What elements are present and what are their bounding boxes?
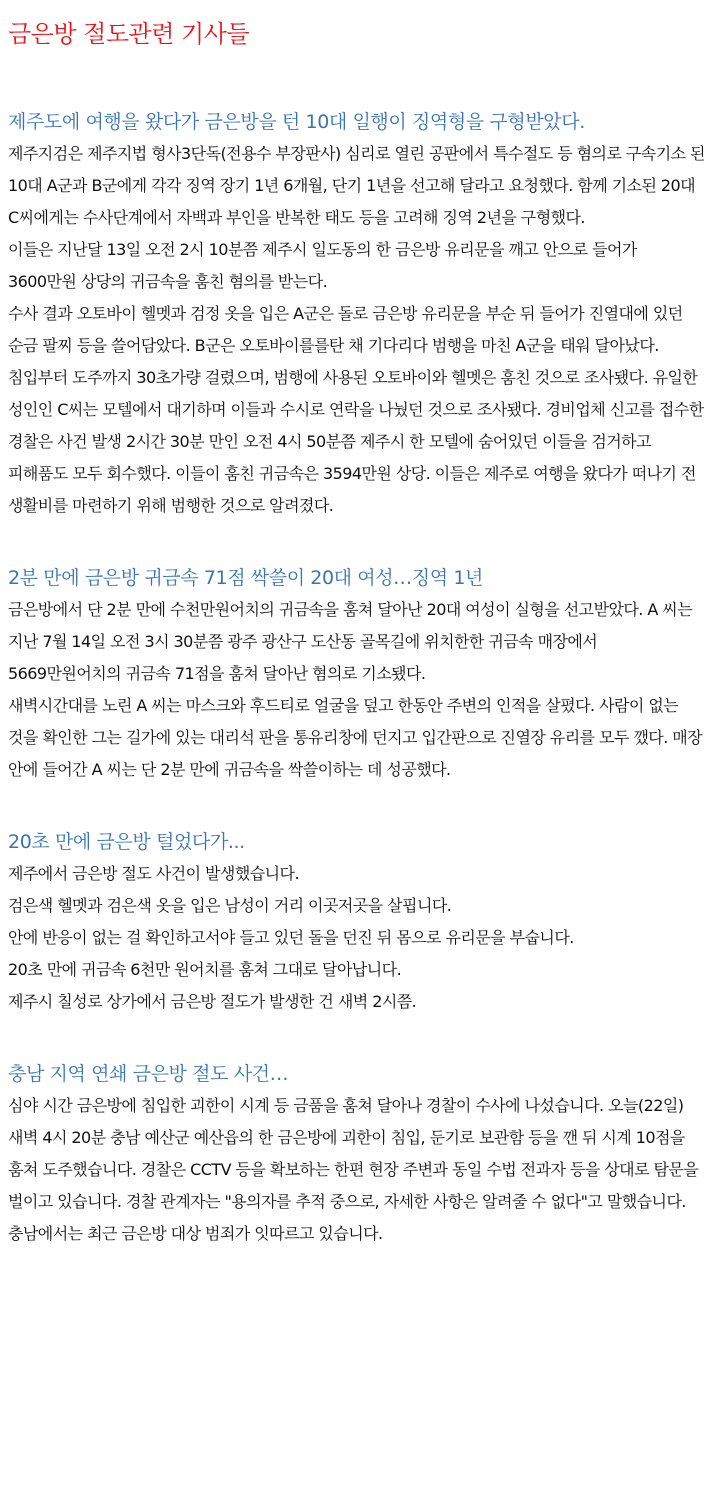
- article-paragraph: 제주시 칠성로 상가에서 금은방 절도가 발생한 건 새벽 2시쯤.: [8, 992, 417, 1011]
- article-heading: 충남 지역 연쇄 금은방 절도 사건…: [8, 1063, 289, 1085]
- article-paragraph: 금은방에서 단 2분 만에 수천만원어치의 귀금속을 훔쳐 달아난 20대 여성이 실형을 선고받았다. A 씨는 지난 7월 14일 오전 3시 30분쯤 광주 광산구 도산동 골목길에 위치한한 귀금속 매장에서 5669만원어치의 귀금속 71점을 훔쳐 달아난 혐의로 기소됐다.: [8, 600, 693, 683]
- article-body: [8, 594, 705, 786]
- article-jeju-twenty-second-theft: [8, 826, 705, 1018]
- article-paragraph: 검은색 헬멧과 검은색 옷을 입은 남성이 거리 이곳저곳을 살핍니다.: [8, 896, 452, 915]
- article-paragraph: 이들은 지난달 13일 오전 2시 10분쯤 제주시 일도동의 한 금은방 유리문을 깨고 안으로 들어가 3600만원 상당의 귀금속을 훔친 혐의를 받는다.: [8, 240, 637, 291]
- article-paragraph: 새벽시간대를 노린 A 씨는 마스크와 후드티로 얼굴을 덮고 한동안 주변의 인적을 살폈다. 사람이 없는 것을 확인한 그는 길가에 있는 대리석 판을 통유리창에 던지고 입간판으로 진열장 유리를 모두 깼다. 매장 안에 들어간 A 씨는 단 2분 만에 귀금속을 싹쓸이하는 데 성공했다.: [8, 696, 703, 779]
- article-body: [8, 858, 705, 1018]
- article-heading: 제주도에 여행을 왔다가 금은방을 턴 10대 일행이 징역형을 구형받았다.: [8, 111, 585, 133]
- article-paragraph: 제주에서 금은방 절도 사건이 발생했습니다.: [8, 864, 299, 883]
- article-paragraph: 수사 결과 오토바이 헬멧과 검정 옷을 입은 A군은 돌로 금은방 유리문을 부순 뒤 들어가 진열대에 있던 순금 팔찌 등을 쓸어담았다. B군은 오토바이를를탄 채 기다리다 범행을 마친 A군을 태워 달아났다. 침입부터 도주까지 30초가량 걸렸으며, 범행에 사용된 오토바이와 헬멧은 훔친 것으로 조사됐다. 유일한 성인인 C씨는 모텔에서 대기하며 이들과 수시로 연락을 나눴던 것으로 조사됐다. 경비업체 신고를 접수한 경찰은 사건 발생 2시간 30분 만인 오전 4시 50분쯤 제주시 한 모텔에 숨어있던 이들을 검거하고 피해품도 모두 회수했다. 이들이 훔친 귀금속은 3594만원 상당. 이들은 제주로 여행을 왔다가 떠나기 전 생활비를 마련하기 위해 범행한 것으로 알려졌다.: [8, 304, 704, 515]
- article-heading: 20초 만에 금은방 털었다가...: [8, 831, 245, 853]
- article-body: [8, 138, 705, 522]
- article-heading: 2분 만에 금은방 귀금속 71점 싹쓸이 20대 여성…징역 1년: [8, 567, 483, 589]
- article-jeju-teen-theft: [8, 106, 705, 522]
- article-chungnam-serial-theft: [8, 1058, 705, 1250]
- article-paragraph: 제주지검은 제주지법 형사3단독(전용수 부장판사) 심리로 열린 공판에서 특수절도 등 혐의로 구속기소 된 10대 A군과 B군에게 각각 징역 장기 1년 6개월, 단기 1년을 선고해 달라고 요청했다. 함께 기소된 20대 C씨에게는 수사단계에서 자백과 부인을 반복한 태도 등을 고려해 징역 2년을 구형했다.: [8, 144, 705, 227]
- article-paragraph: 안에 반응이 없는 걸 확인하고서야 들고 있던 돌을 던진 뒤 몸으로 유리문을 부숩니다.: [8, 928, 574, 947]
- page-title: 금은방 절도관련 기사들: [8, 20, 250, 48]
- article-body: [8, 1090, 705, 1250]
- article-gwangju-two-minute-theft: [8, 562, 705, 786]
- article-paragraph: 심야 시간 금은방에 침입한 괴한이 시계 등 금품을 훔쳐 달아나 경찰이 수사에 나섰습니다. 오늘(22일) 새벽 4시 20분 충남 예산군 예산읍의 한 금은방에 괴한이 침입, 둔기로 보관함 등을 깬 뒤 시계 10점을 훔쳐 도주했습니다. 경찰은 CCTV 등을 확보하는 한편 현장 주변과 동일 수법 전과자 등을 상대로 탐문을 벌이고 있습니다. 경찰 관계자는 "용의자를 추적 중으로, 자세한 사항은 알려줄 수 없다"고 말했습니다. 충남에서는 최근 금은방 대상 범죄가 잇따르고 있습니다.: [8, 1096, 699, 1243]
- article-paragraph: 20초 만에 귀금속 6천만 원어치를 훔쳐 그대로 달아납니다.: [8, 960, 402, 979]
